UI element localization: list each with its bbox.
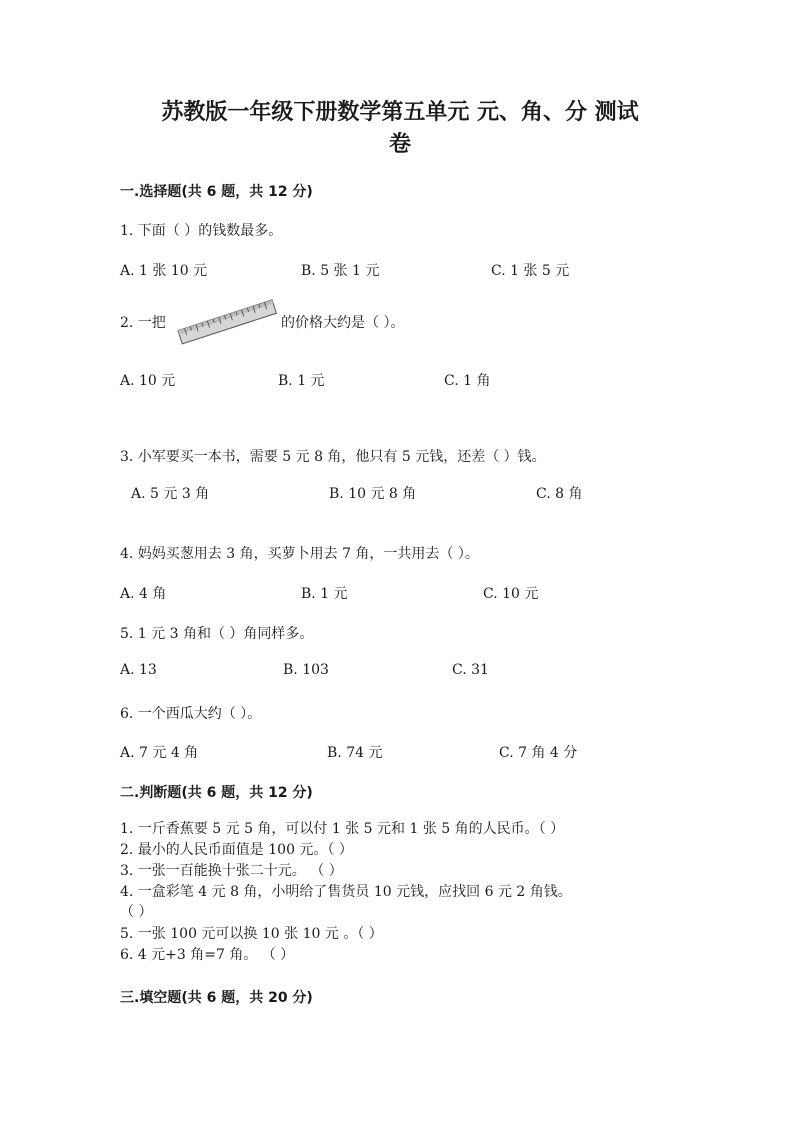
question-1-option-b: B. 5 张 1 元 — [301, 263, 380, 279]
page-title: 苏教版一年级下册数学第五单元 元、角、分 测试 — [161, 100, 639, 125]
tf-question-5: 5. 一张 100 元可以换 10 张 10 元 。（ ） — [120, 926, 383, 942]
question-5-option-c: C. 31 — [452, 662, 489, 678]
question-6-option-b: B. 74 元 — [327, 745, 383, 761]
ruler-icon — [175, 297, 280, 349]
page-title-continued: 卷 — [388, 132, 411, 157]
question-6-option-a: A. 7 元 4 角 — [120, 745, 199, 761]
question-5-stem: 5. 1 元 3 角和（ ）角同样多。 — [120, 626, 314, 642]
question-2-stem-end: 的价格大约是（ ）。 — [281, 315, 405, 331]
question-5-option-b: B. 103 — [283, 662, 329, 678]
question-4-option-b: B. 1 元 — [301, 586, 348, 602]
section-heading-true-false: 二.判断题(共 6 题，共 12 分) — [120, 785, 313, 801]
question-3-option-b: B. 10 元 8 角 — [329, 486, 417, 502]
question-4-option-a: A. 4 角 — [120, 586, 167, 602]
question-3-option-c: C. 8 角 — [536, 486, 583, 502]
tf-question-6: 6. 4 元+3 角=7 角。 （ ） — [120, 947, 295, 963]
question-2-option-c: C. 1 角 — [444, 373, 491, 389]
question-4-option-c: C. 10 元 — [483, 586, 539, 602]
question-2-option-a: A. 10 元 — [120, 373, 176, 389]
question-1-option-c: C. 1 张 5 元 — [491, 263, 570, 279]
tf-question-3: 3. 一张一百能换十张二十元。 （ ） — [120, 863, 343, 879]
tf-question-4: 4. 一盒彩笔 4 元 8 角，小明给了售货员 10 元钱，应找回 6 元 2 角钱。 — [120, 884, 572, 900]
question-4-stem: 4. 妈妈买葱用去 3 角，买萝卜用去 7 角，一共用去（ ）。 — [120, 546, 479, 562]
question-3-stem: 3. 小军要买一本书，需要 5 元 8 角，他只有 5 元钱，还差（ ）钱。 — [120, 449, 546, 465]
question-2-stem-start: 2. 一把 — [120, 315, 166, 331]
question-1-option-a: A. 1 张 10 元 — [120, 263, 208, 279]
question-5-option-a: A. 13 — [120, 662, 157, 678]
tf-question-4-answer-blank: （ ） — [120, 904, 153, 920]
question-6-stem: 6. 一个西瓜大约（ ）。 — [120, 706, 262, 722]
question-1-stem: 1. 下面（ ）的钱数最多。 — [120, 223, 283, 239]
section-heading-multiple-choice: 一.选择题(共 6 题，共 12 分) — [120, 184, 313, 200]
section-heading-fill-in: 三.填空题(共 6 题，共 20 分) — [120, 990, 313, 1006]
tf-question-2: 2. 最小的人民币面值是 100 元。（ ） — [120, 842, 353, 858]
tf-question-1: 1. 一斤香蕉要 5 元 5 角，可以付 1 张 5 元和 1 张 5 角的人民币。（ ） — [120, 821, 565, 837]
question-2-option-b: B. 1 元 — [278, 373, 325, 389]
question-6-option-c: C. 7 角 4 分 — [499, 745, 578, 761]
question-3-option-a: A. 5 元 3 角 — [131, 486, 210, 502]
